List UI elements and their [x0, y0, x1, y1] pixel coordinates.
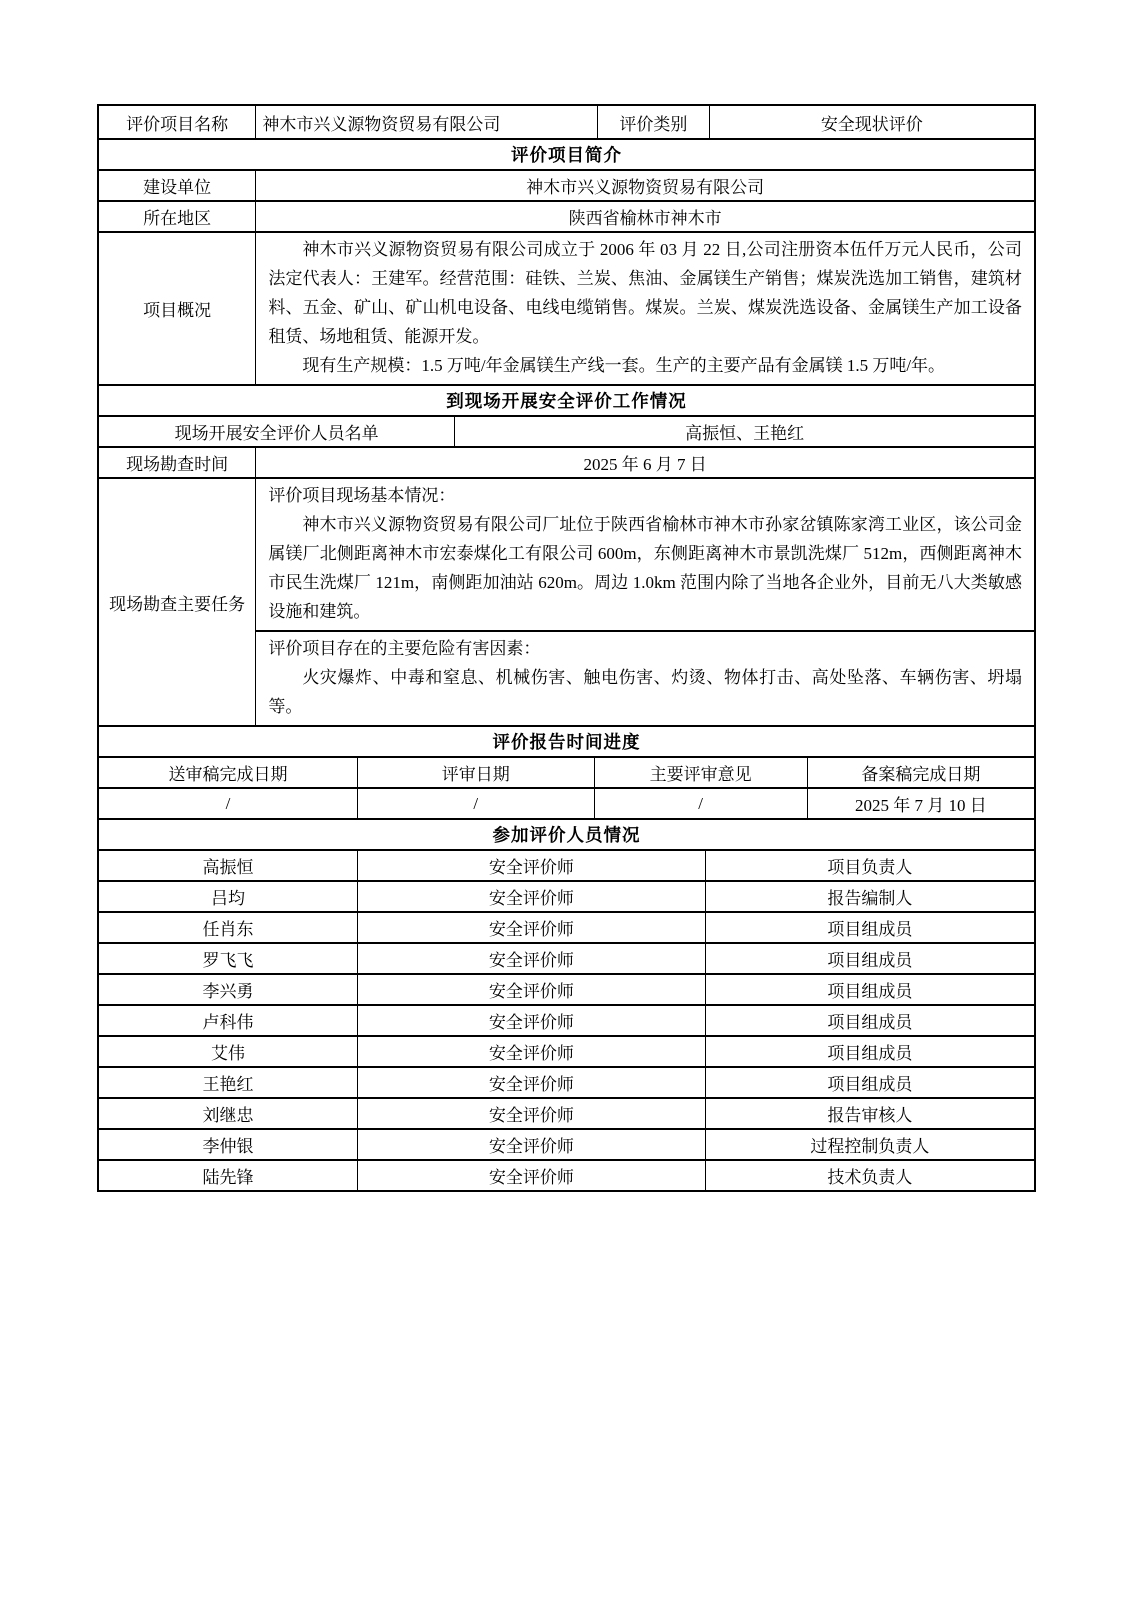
participant-row: [99, 1068, 1034, 1099]
builder-value: 神木市兴义源物资贸易有限公司: [526, 178, 765, 197]
participant-role: 报告审核人: [827, 1106, 913, 1125]
participant-name: 李仲银: [99, 1130, 358, 1159]
participant-role: 项目组成员: [827, 951, 913, 970]
participant-cert: 安全评价师: [358, 1099, 706, 1128]
participant-name: 吕均: [99, 882, 358, 911]
participant-cert: 安全评价师: [358, 1161, 706, 1190]
builder-label: 建设单位: [99, 171, 256, 200]
schedule-header-row: [99, 758, 1034, 789]
builder-row: [99, 171, 1034, 202]
participant-cert: 安全评价师: [358, 913, 706, 942]
participant-row: [99, 1130, 1034, 1161]
region-label: 所在地区: [99, 202, 256, 231]
overview-text: [256, 233, 1034, 384]
participant-cert: 安全评价师: [358, 882, 706, 911]
participant-role: 项目组成员: [827, 1075, 913, 1094]
task-hazard-factors: [256, 632, 1034, 725]
participant-role: 项目组成员: [827, 920, 913, 939]
participant-name: 王艳红: [99, 1068, 358, 1097]
staff-row: [99, 417, 1034, 448]
participant-role: 项目负责人: [827, 858, 913, 877]
survey-time-value: 2025 年 6 月 7 日: [583, 455, 707, 474]
participant-name: 罗飞飞: [99, 944, 358, 973]
schedule-col-review-opinion: 主要评审意见: [595, 758, 808, 787]
participant-cert: 安全评价师: [358, 1130, 706, 1159]
participant-cert: 安全评价师: [358, 851, 706, 880]
project-name-label: 评价项目名称: [99, 106, 256, 138]
task1-body: 神木市兴义源物资贸易有限公司厂址位于陕西省榆林市神木市孙家岔镇陈家湾工业区，该公司金属镁厂北侧距离神木市宏泰煤化工有限公司 600m，东侧距离神木市景凯洗煤厂 512m，西侧距离神木市民生洗煤厂 121m，南侧距加油站 620m。周边 1.0km 范围内除了当地各企业外，目前无八大类敏感设施和建筑。: [268, 515, 1022, 621]
region-row: [99, 202, 1034, 233]
category-value: 安全现状评价: [820, 114, 923, 134]
schedule-col-final-date: 备案稿完成日期: [861, 765, 981, 784]
site-work-section-title: 到现场开展安全评价工作情况: [446, 391, 687, 411]
participant-row: [99, 944, 1034, 975]
participants-section-title: 参加评价人员情况: [492, 825, 641, 845]
participant-row: [99, 1099, 1034, 1130]
overview-row: [99, 233, 1034, 386]
participant-row: [99, 975, 1034, 1006]
evaluation-summary-table: [97, 104, 1036, 1192]
site-work-section-header-row: [99, 386, 1034, 417]
participant-name: 刘继忠: [99, 1099, 358, 1128]
participant-role: 项目组成员: [827, 1013, 913, 1032]
intro-section-header-row: [99, 140, 1034, 171]
participant-name: 任肖东: [99, 913, 358, 942]
participant-cert: 安全评价师: [358, 1068, 706, 1097]
participant-row: [99, 1006, 1034, 1037]
schedule-section-title: 评价报告时间进度: [492, 732, 641, 752]
schedule-val-review-opinion: /: [595, 789, 808, 818]
participant-cert: 安全评价师: [358, 1037, 706, 1066]
overview-paragraph-1: 神木市兴义源物资贸易有限公司成立于 2006 年 03 月 22 日,公司注册资本伍仟万元人民币，公司法定代表人：王建军。经营范围：硅铁、兰炭、焦油、金属镁生产销售；煤炭洗选加工销售，建筑材料、五金、矿山、矿山机电设备、电线电缆销售。煤炭。兰炭、煤炭洗选设备、金属镁生产加工设备租赁、场地租赁、能源开发。: [268, 240, 1022, 346]
tasks-label: 现场勘查主要任务: [99, 479, 256, 725]
intro-section-title: 评价项目简介: [511, 145, 622, 165]
task2-body: 火灾爆炸、中毒和窒息、机械伤害、触电伤害、灼烫、物体打击、高处坠落、车辆伤害、坍塌等。: [268, 668, 1022, 716]
participant-cert: 安全评价师: [358, 1006, 706, 1035]
participant-name: 陆先锋: [99, 1161, 358, 1190]
participant-cert: 安全评价师: [358, 975, 706, 1004]
task-site-conditions: [256, 479, 1034, 632]
schedule-val-draft-date: /: [99, 789, 358, 818]
participant-cert: 安全评价师: [358, 944, 706, 973]
project-name-value: 神木市兴义源物资贸易有限公司: [256, 106, 598, 138]
overview-label: 项目概况: [99, 233, 256, 384]
region-value: 陕西省榆林市神木市: [568, 209, 722, 228]
schedule-values-row: [99, 789, 1034, 820]
schedule-val-final-date: 2025 年 7 月 10 日: [854, 796, 987, 815]
participant-row: [99, 851, 1034, 882]
task2-title: 评价项目存在的主要危险有害因素：: [268, 639, 541, 658]
overview-paragraph-2: 现有生产规模：1.5 万吨/年金属镁生产线一套。生产的主要产品有金属镁 1.5 万吨/年。: [302, 356, 946, 375]
participant-role: 过程控制负责人: [810, 1137, 930, 1156]
survey-time-label: 现场勘查时间: [99, 448, 256, 477]
title-row: [99, 106, 1034, 140]
schedule-col-review-date: 评审日期: [358, 758, 595, 787]
tasks-row: [99, 479, 1034, 727]
participant-role: 报告编制人: [827, 889, 913, 908]
staff-value: 高振恒、王艳红: [685, 424, 805, 443]
participant-name: 卢科伟: [99, 1006, 358, 1035]
staff-label: 现场开展安全评价人员名单: [99, 417, 455, 446]
survey-time-row: [99, 448, 1034, 479]
participant-row: [99, 913, 1034, 944]
participant-row: [99, 1161, 1034, 1190]
participant-role: 项目组成员: [827, 1044, 913, 1063]
participant-row: [99, 1037, 1034, 1068]
category-label: 评价类别: [598, 106, 710, 138]
schedule-val-review-date: /: [358, 789, 595, 818]
participants-section-header-row: [99, 820, 1034, 851]
participant-role: 技术负责人: [827, 1168, 913, 1187]
schedule-col-draft-date: 送审稿完成日期: [99, 758, 358, 787]
schedule-section-header-row: [99, 727, 1034, 758]
participant-name: 李兴勇: [99, 975, 358, 1004]
participant-name: 高振恒: [99, 851, 358, 880]
participant-name: 艾伟: [99, 1037, 358, 1066]
tasks-content: [256, 479, 1034, 725]
task1-title: 评价项目现场基本情况：: [268, 486, 456, 505]
participant-row: [99, 882, 1034, 913]
participant-role: 项目组成员: [827, 982, 913, 1001]
